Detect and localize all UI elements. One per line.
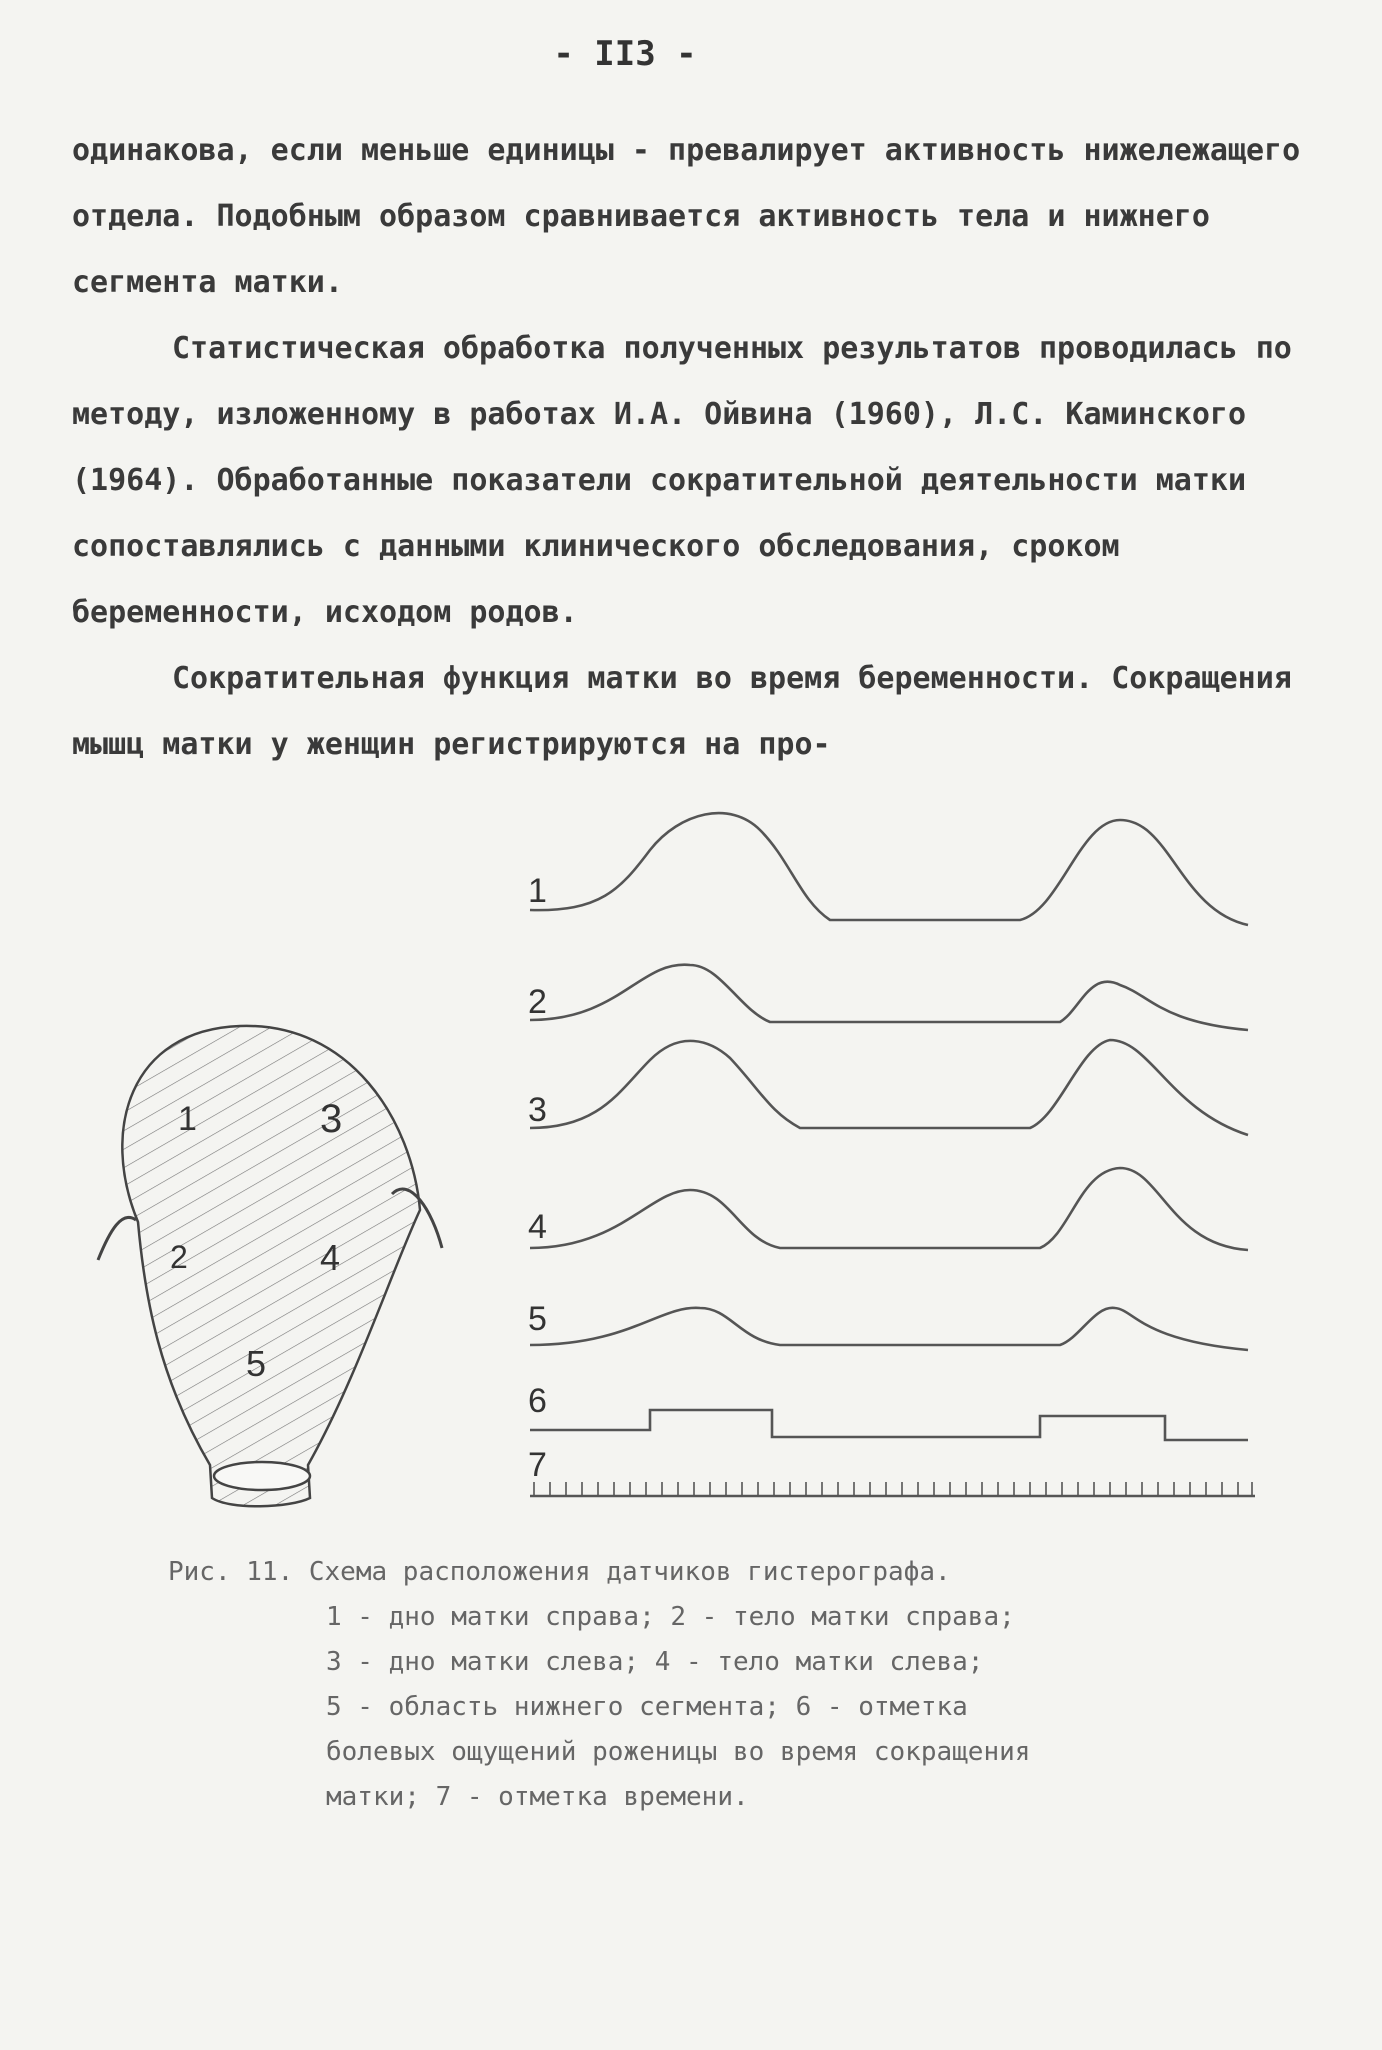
sensor-label-1: 1 — [178, 1100, 197, 1138]
caption-line-1: 1 - дно матки справа; 2 - тело матки справа; — [326, 1602, 1015, 1632]
caption-line-5: матки; 7 - отметка времени. — [326, 1782, 749, 1812]
channel-label-4: 4 — [528, 1208, 547, 1246]
section-heading: Сократительная функция матки во время беременности. — [172, 661, 1094, 696]
sensor-label-4: 4 — [320, 1237, 341, 1278]
sensor-label-3: 3 — [320, 1097, 343, 1141]
trace-1 — [530, 813, 1248, 925]
body-text — [72, 118, 1302, 778]
channel-label-3: 3 — [528, 1091, 547, 1129]
channel-label-7: 7 — [528, 1446, 547, 1484]
caption-line-3: 5 - область нижнего сегмента; 6 - отметка — [326, 1692, 968, 1722]
hysterograph-figure — [0, 740, 1382, 1540]
trace-5 — [530, 1308, 1248, 1350]
uterus-outline — [122, 1026, 420, 1506]
channel-labels — [528, 872, 547, 1484]
trace-4 — [530, 1168, 1248, 1250]
trace-7-time-ticks — [534, 1482, 1252, 1496]
caption-line-2: 3 - дно матки слева; 4 - тело матки слева; — [326, 1647, 984, 1677]
section-text: Сокращения мышц матки у женщин регистрируются на про- — [72, 661, 1292, 762]
cervix-opening — [214, 1462, 310, 1490]
page-number: - II3 - — [553, 34, 697, 74]
channel-label-2: 2 — [528, 983, 547, 1021]
trace-2 — [530, 965, 1248, 1030]
caption-line-4: болевых ощущений роженицы во время сокращения — [326, 1737, 1031, 1767]
uterus-drawing — [98, 1026, 442, 1506]
channel-label-1: 1 — [528, 872, 547, 910]
sensor-label-5: 5 — [246, 1343, 267, 1384]
channel-label-5: 5 — [528, 1300, 547, 1338]
sensor-label-2: 2 — [170, 1239, 188, 1275]
left-tube — [98, 1217, 136, 1260]
channel-label-6: 6 — [528, 1382, 547, 1420]
trace-6-pain-mark — [530, 1410, 1248, 1440]
caption-head: Рис. 11. Схема расположения датчиков гистерографа. — [168, 1557, 951, 1587]
paragraph-2: Статистическая обработка полученных результатов проводилась по методу, изложенному в работах И.А. Ойвина (1960), Л.С. Каминского (1964). Обработанные показатели сократительной деятельности матки сопоставлялись с данными клинического обследования, сроком беременности, исходом родов. — [72, 331, 1292, 630]
figure-caption — [168, 1550, 1268, 1820]
trace-3 — [530, 1040, 1248, 1135]
paragraph-1: одинакова, если меньше единицы - превалирует активность нижележащего отдела. Подобным образом сравнивается активность тела и нижнего сегмента матки. — [72, 133, 1301, 300]
hysterogram-traces — [530, 813, 1255, 1496]
